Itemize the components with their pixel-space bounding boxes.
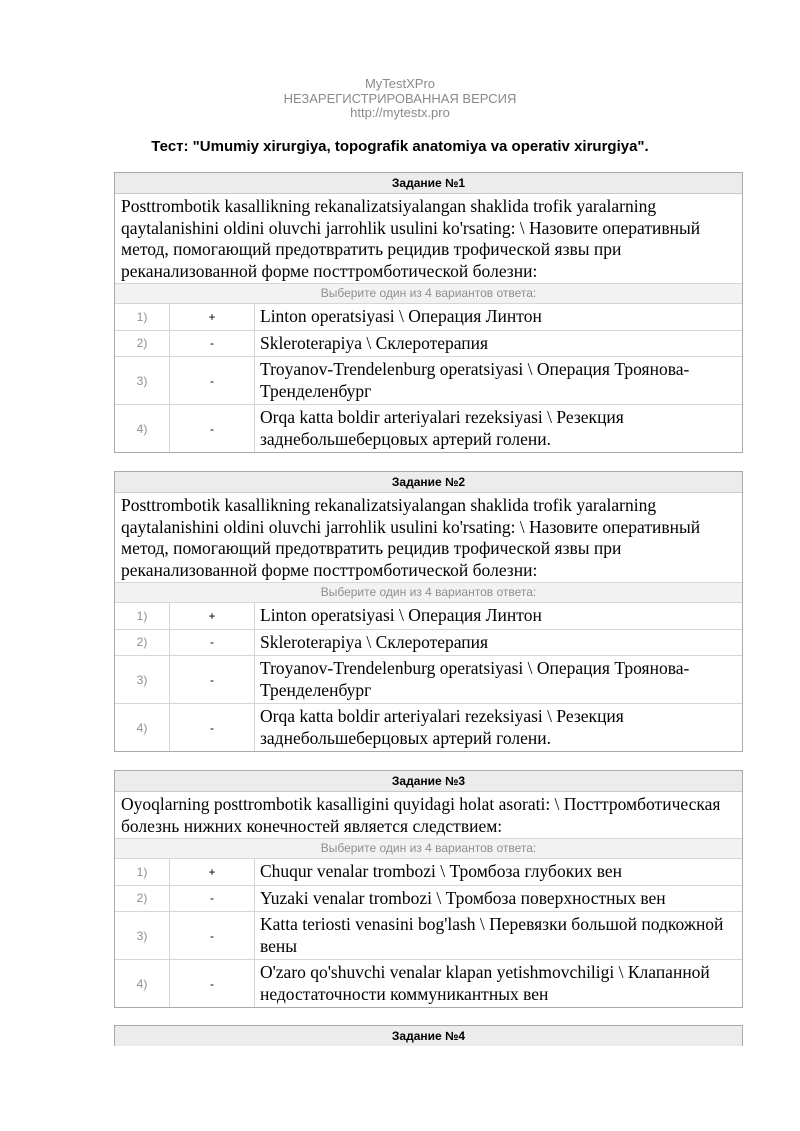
answer-mark: - (170, 656, 255, 703)
answer-number: 1) (115, 304, 170, 330)
answer-mark: - (170, 630, 255, 656)
app-url: http://mytestx.pro (350, 105, 450, 120)
answer-text: Skleroterapiya \ Склеротерапия (260, 631, 489, 652)
answer-text: Linton operatsiyasi \ Операция Линтон (260, 306, 542, 326)
answer-hint: Выберите один из 4 вариантов ответа: (115, 283, 742, 303)
task-heading: Задание №2 (115, 472, 742, 493)
answer-number: 1) (115, 859, 170, 885)
question-text: Posttrombotik kasallikning rekanalizatsiyalangan shaklida trofik yaralarning qaytalanishini oldini oluvchi jarrohlik usulini ko'rsating: \ Назовите оперативный метод, помогающий предотвратить рецидив трофической язвы при реканализованной форме посттромботической болезни: (121, 196, 701, 281)
task-block (114, 770, 743, 1008)
task-block (114, 1025, 743, 1046)
task-heading: Задание №1 (115, 173, 742, 194)
question-text: Posttrombotik kasallikning rekanalizatsiyalangan shaklida trofik yaralarning qaytalanishini oldini oluvchi jarrohlik usulini ko'rsating: \ Назовите оперативный метод, помогающий предотвратить рецидив трофической язвы при реканализованной форме посттромботической болезни: (121, 495, 701, 580)
task-heading: Задание №3 (115, 771, 742, 792)
answer-number: 4) (115, 960, 170, 1007)
answer-row (115, 959, 742, 1007)
test-title: Тест: "Umumiy xirurgiya, topografik anatomiya va operativ xirurgiya". (151, 138, 649, 155)
answer-text: Orqa katta boldir arteriyalari rezeksiyasi \ Резекция заднебольшеберцовых артерий голени. (260, 706, 624, 748)
answer-mark: - (170, 704, 255, 751)
question-text: Oyoqlarning posttrombotik kasalligini quyidagi holat asorati: \ Посттромботическая болезнь нижних конечностей является следствием: (121, 794, 721, 836)
app-name: MyTestXPro (364, 76, 436, 91)
answer-text: Troyanov-Trendelenburg operatsiyasi \ Операция Троянова-Тренделенбург (260, 658, 690, 700)
answer-hint: Выберите один из 4 вариантов ответа: (115, 838, 742, 858)
answer-number: 2) (115, 331, 170, 357)
answer-number: 1) (115, 603, 170, 629)
answer-text: Katta teriosti venasini bog'lash \ Перевязки большой подкожной вены (260, 914, 724, 956)
answer-mark: - (170, 405, 255, 452)
task-heading: Задание №4 (115, 1026, 742, 1046)
answer-text: Linton operatsiyasi \ Операция Линтон (260, 605, 542, 625)
unregistered-notice: НЕЗАРЕГИСТРИРОВАННАЯ ВЕРСИЯ (283, 90, 517, 106)
answer-number: 2) (115, 886, 170, 912)
answer-hint: Выберите один из 4 вариантов ответа: (115, 582, 742, 602)
answer-row (115, 885, 742, 912)
answer-row (115, 356, 742, 404)
answer-mark: + (170, 304, 255, 330)
answer-row (115, 303, 742, 330)
task-block (114, 471, 743, 752)
answer-mark: - (170, 331, 255, 357)
answer-number: 3) (115, 912, 170, 959)
task-block (114, 172, 743, 453)
answer-text: Chuqur venalar trombozi \ Тромбоза глубоких вен (260, 861, 622, 881)
answer-text: Troyanov-Trendelenburg operatsiyasi \ Операция Троянова-Тренделенбург (260, 359, 690, 401)
answer-row (115, 703, 742, 751)
answer-number: 4) (115, 704, 170, 751)
answer-row (115, 330, 742, 357)
answer-mark: - (170, 357, 255, 404)
answer-mark: + (170, 603, 255, 629)
answer-row (115, 629, 742, 656)
answer-mark: - (170, 886, 255, 912)
answer-row (115, 858, 742, 885)
answer-number: 3) (115, 357, 170, 404)
answer-text: Orqa katta boldir arteriyalari rezeksiyasi \ Резекция заднебольшеберцовых артерий голени. (260, 407, 624, 449)
answer-row (115, 404, 742, 452)
answer-mark: - (170, 960, 255, 1007)
answer-text: Skleroterapiya \ Склеротерапия (260, 332, 489, 353)
answer-row (115, 911, 742, 959)
answer-text: O'zaro qo'shuvchi venalar klapan yetishmovchiligi \ Клапанной недостаточности коммуникантных вен (260, 962, 710, 1004)
answer-row (115, 655, 742, 703)
answer-number: 2) (115, 630, 170, 656)
answer-row (115, 602, 742, 629)
answer-mark: + (170, 859, 255, 885)
answer-mark: - (170, 912, 255, 959)
answer-text: Yuzaki venalar trombozi \ Тромбоза поверхностных вен (260, 887, 666, 908)
watermark-header (0, 77, 800, 121)
answer-number: 3) (115, 656, 170, 703)
answer-number: 4) (115, 405, 170, 452)
